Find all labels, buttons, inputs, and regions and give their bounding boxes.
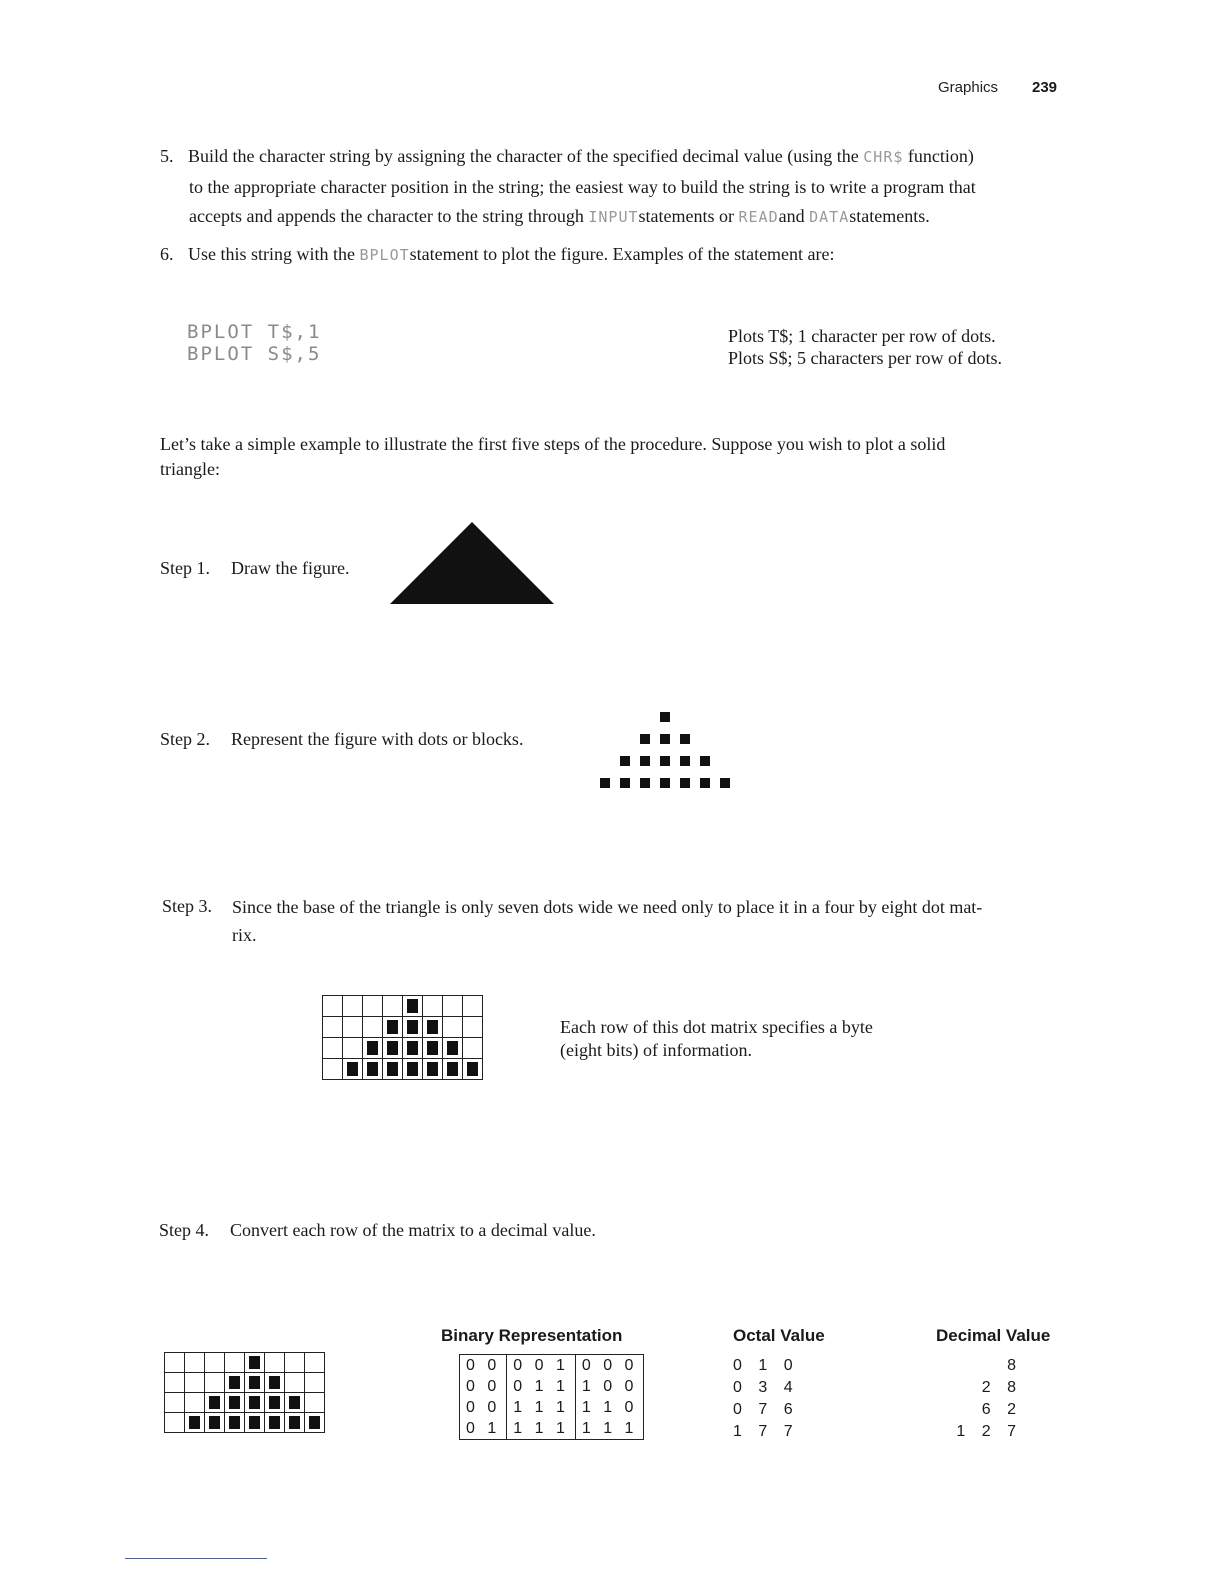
matrix-cell-filled	[423, 1017, 443, 1038]
binary-row	[460, 1355, 644, 1377]
matrix-cell-filled	[363, 1038, 383, 1059]
dot-block	[680, 778, 690, 788]
binary-group: 1 1 1	[507, 1418, 576, 1440]
matrix-cell-filled	[285, 1393, 305, 1413]
running-header-section: Graphics	[938, 79, 999, 96]
octal-value: 1 7 7	[733, 1423, 799, 1440]
binary-group: 0 1 1	[507, 1376, 576, 1397]
decimal-value: 8	[1007, 1357, 1022, 1374]
matrix-cell-empty	[323, 1038, 343, 1059]
matrix-cell-empty	[265, 1353, 285, 1373]
solid-triangle-figure	[388, 520, 556, 606]
decimal-value: 1 2 7	[956, 1423, 1022, 1440]
step-4-text: Convert each row of the matrix to a decimal value.	[230, 1220, 596, 1240]
matrix-cell-filled	[383, 1059, 403, 1080]
matrix-row	[323, 1017, 483, 1038]
matrix-cell-empty	[165, 1373, 185, 1393]
list-number: 5.	[160, 146, 174, 166]
dot-block	[660, 712, 670, 722]
dot-block	[660, 778, 670, 788]
matrix-row	[165, 1353, 325, 1373]
matrix-cell-empty	[363, 996, 383, 1017]
dot-block	[600, 778, 610, 788]
matrix-cell-empty	[185, 1353, 205, 1373]
matrix-cell-empty	[205, 1373, 225, 1393]
matrix-cell-empty	[463, 1038, 483, 1059]
intro-line-1: Let’s take a simple example to illustrate the first five steps of the procedure. Suppose you wish to plot a solid	[160, 434, 946, 454]
matrix-cell-filled	[343, 1059, 363, 1080]
matrix-cell-filled	[225, 1393, 245, 1413]
dot-block	[660, 756, 670, 766]
matrix-row	[165, 1393, 325, 1413]
matrix-cell-empty	[443, 1017, 463, 1038]
decimal-value: 6 2	[981, 1401, 1022, 1418]
matrix-cell-empty	[225, 1353, 245, 1373]
matrix-cell-filled	[245, 1373, 265, 1393]
matrix-cell-filled	[225, 1373, 245, 1393]
matrix-cell-filled	[285, 1413, 305, 1433]
binary-table	[459, 1354, 644, 1440]
matrix-cell-empty	[165, 1393, 185, 1413]
text: Build the character string by assigning the character of the specified decimal value (using the	[188, 146, 859, 166]
decimal-value: 2 8	[981, 1379, 1022, 1396]
example-desc-1: Plots T$; 1 character per row of dots.	[728, 326, 996, 346]
dot-block	[640, 756, 650, 766]
list-number: 6.	[160, 244, 174, 264]
matrix-cell-empty	[305, 1393, 325, 1413]
matrix-cell-empty	[285, 1353, 305, 1373]
example-code-2: BPLOT S$,5	[187, 343, 322, 365]
matrix-cell-filled	[383, 1017, 403, 1038]
matrix-row	[323, 1038, 483, 1059]
matrix-row	[165, 1373, 325, 1393]
step-3-text-line2: rix.	[232, 925, 257, 945]
dot-block	[620, 756, 630, 766]
dot-block	[700, 778, 710, 788]
dot-block	[680, 734, 690, 744]
page-number: 239	[1032, 79, 1058, 96]
binary-group: 0 1	[460, 1418, 507, 1440]
binary-row	[460, 1397, 644, 1418]
matrix-caption-line1: Each row of this dot matrix specifies a byte	[560, 1017, 873, 1037]
binary-group: 1 1 1	[575, 1418, 644, 1440]
matrix-cell-empty	[423, 996, 443, 1017]
list-item-5-line3	[189, 202, 1069, 232]
matrix-cell-empty	[343, 1017, 363, 1038]
matrix-cell-filled	[403, 1059, 423, 1080]
binary-header: Binary Representation	[441, 1326, 623, 1345]
text: accepts and appends the character to the string through	[189, 206, 584, 226]
matrix-cell-filled	[185, 1413, 205, 1433]
step-3-text-line1: Since the base of the triangle is only seven dots wide we need only to place it in a four by eight dot mat-	[232, 897, 983, 917]
matrix-cell-filled	[403, 1017, 423, 1038]
matrix-cell-empty	[323, 1017, 343, 1038]
matrix-row	[323, 1059, 483, 1080]
binary-group: 1 0 0	[575, 1376, 644, 1397]
matrix-cell-filled	[265, 1373, 285, 1393]
matrix-cell-empty	[165, 1413, 185, 1433]
matrix-cell-empty	[165, 1353, 185, 1373]
code-input: INPUT	[588, 208, 639, 226]
text: and	[778, 206, 805, 226]
step-1-text: Draw the figure.	[231, 558, 350, 578]
dot-matrix-step4	[164, 1352, 325, 1433]
code-read: READ	[738, 208, 779, 226]
text: Use this string with the	[188, 244, 355, 264]
dot-triangle-figure	[596, 710, 746, 792]
matrix-cell-filled	[245, 1413, 265, 1433]
matrix-cell-empty	[383, 996, 403, 1017]
step-2-text: Represent the figure with dots or blocks.	[231, 729, 524, 749]
step-1-label: Step 1.	[160, 558, 211, 578]
matrix-cell-empty	[323, 996, 343, 1017]
binary-group: 0 0	[460, 1397, 507, 1418]
matrix-cell-empty	[305, 1353, 325, 1373]
binary-group: 0 0	[460, 1355, 507, 1377]
binary-row	[460, 1418, 644, 1440]
text: statements or	[638, 206, 734, 226]
text: statement to plot the figure. Examples of the statement are:	[409, 244, 835, 264]
binary-row	[460, 1376, 644, 1397]
octal-value: 0 3 4	[733, 1379, 799, 1396]
matrix-cell-filled	[423, 1038, 443, 1059]
matrix-cell-filled	[265, 1413, 285, 1433]
matrix-cell-filled	[463, 1059, 483, 1080]
step-2-label: Step 2.	[160, 729, 211, 749]
matrix-row	[165, 1413, 325, 1433]
matrix-cell-filled	[383, 1038, 403, 1059]
matrix-cell-empty	[205, 1353, 225, 1373]
dot-block	[640, 734, 650, 744]
binary-group: 0 0	[460, 1376, 507, 1397]
code-chr: CHR$	[863, 148, 904, 166]
binary-group: 1 1 1	[507, 1397, 576, 1418]
matrix-cell-empty	[343, 996, 363, 1017]
binary-group: 1 1 0	[575, 1397, 644, 1418]
matrix-cell-filled	[403, 996, 423, 1017]
matrix-cell-empty	[185, 1373, 205, 1393]
decimal-header: Decimal Value	[936, 1326, 1051, 1345]
dot-block	[660, 734, 670, 744]
dot-block	[620, 778, 630, 788]
intro-line-2: triangle:	[160, 459, 220, 479]
matrix-cell-filled	[305, 1413, 325, 1433]
list-item-6	[160, 240, 1060, 270]
matrix-cell-filled	[423, 1059, 443, 1080]
matrix-row	[323, 996, 483, 1017]
matrix-cell-filled	[245, 1353, 265, 1373]
dot-block	[720, 778, 730, 788]
text: function)	[907, 146, 974, 166]
example-desc-2: Plots S$; 5 characters per row of dots.	[728, 348, 1002, 368]
step-3-label: Step 3.	[162, 896, 213, 916]
binary-group: 0 0 1	[507, 1355, 576, 1377]
matrix-cell-filled	[443, 1059, 463, 1080]
dot-block	[680, 756, 690, 766]
code-data: DATA	[809, 208, 850, 226]
code-bplot: BPLOT	[359, 246, 410, 264]
octal-value: 0 1 0	[733, 1357, 799, 1374]
matrix-cell-filled	[403, 1038, 423, 1059]
matrix-cell-filled	[265, 1393, 285, 1413]
list-item-5	[160, 142, 1060, 172]
matrix-cell-empty	[285, 1373, 305, 1393]
matrix-cell-empty	[323, 1059, 343, 1080]
matrix-caption-line2: (eight bits) of information.	[560, 1040, 752, 1060]
matrix-cell-empty	[443, 996, 463, 1017]
matrix-cell-filled	[225, 1413, 245, 1433]
matrix-cell-empty	[343, 1038, 363, 1059]
matrix-cell-filled	[443, 1038, 463, 1059]
dot-block	[640, 778, 650, 788]
octal-values	[733, 1355, 799, 1443]
decimal-values	[940, 1355, 1022, 1443]
text: statements.	[849, 206, 930, 226]
matrix-cell-empty	[463, 996, 483, 1017]
dot-block	[700, 756, 710, 766]
step-4-label: Step 4.	[159, 1220, 210, 1240]
matrix-cell-filled	[205, 1413, 225, 1433]
matrix-cell-empty	[363, 1017, 383, 1038]
matrix-cell-empty	[463, 1017, 483, 1038]
matrix-cell-empty	[185, 1393, 205, 1413]
list-item-5-line2: to the appropriate character position in the string; the easiest way to build the string is to write a program that	[189, 177, 976, 197]
matrix-cell-filled	[245, 1393, 265, 1413]
octal-value: 0 7 6	[733, 1401, 799, 1418]
dot-matrix-step3	[322, 995, 483, 1080]
footer-rule	[125, 1558, 267, 1559]
binary-group: 0 0 0	[575, 1355, 644, 1377]
example-code-1: BPLOT T$,1	[187, 321, 322, 343]
octal-header: Octal Value	[733, 1326, 825, 1345]
matrix-cell-filled	[363, 1059, 383, 1080]
matrix-cell-empty	[305, 1373, 325, 1393]
matrix-cell-filled	[205, 1393, 225, 1413]
